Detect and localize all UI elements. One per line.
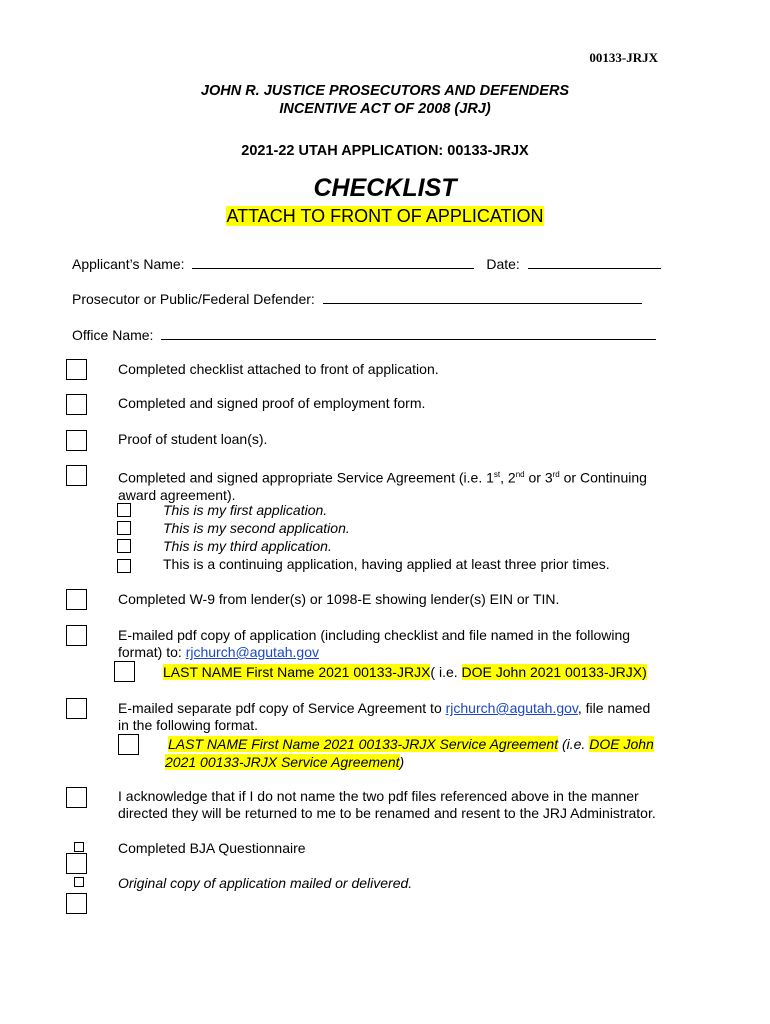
date-field[interactable]	[528, 254, 661, 269]
small-checkbox-glyph	[74, 842, 84, 852]
file-format-text: LAST NAME First Name 2021 00133-JRJX	[163, 664, 431, 680]
checkbox-checklist-attached[interactable]	[66, 359, 87, 380]
application-heading: 2021-22 UTAH APPLICATION: 00133-JRJX	[241, 143, 529, 159]
email-link[interactable]: rjchurch@agutah.gov	[185, 644, 319, 660]
option-third-application: This is my third application.	[163, 538, 332, 554]
option-first-application: This is my first application.	[163, 502, 328, 518]
item-emailed-service-agreement	[118, 700, 650, 734]
checklist-heading: CHECKLIST	[313, 174, 457, 202]
item-service-agreement	[118, 466, 647, 504]
date-label: Date:	[486, 256, 520, 272]
service-agreement-text-c: or 3	[524, 469, 553, 486]
sup-nd: nd	[515, 470, 525, 479]
item-emailed-application	[118, 627, 630, 661]
emailed-application-prefix: format) to:	[118, 644, 186, 660]
sa-format-example-2: 2021 00133-JRJX Service Agreement	[165, 754, 400, 770]
acknowledge-line1: I acknowledge that if I do not name the two pdf files referenced above in the manner	[118, 788, 639, 804]
file-format-example: DOE John 2021 00133-JRJX)	[461, 664, 647, 680]
applicant-name-field[interactable]	[192, 254, 474, 269]
checkbox-acknowledge[interactable]	[66, 787, 87, 808]
service-agreement-text-a: Completed and signed appropriate Service Agreement (i.e. 1	[118, 469, 494, 486]
emailed-sa-line2: in the following format.	[118, 717, 259, 733]
item-acknowledge	[118, 788, 656, 822]
emailed-application-line1: E-mailed pdf copy of application (including checklist and file named in the following	[118, 627, 631, 643]
application-file-format	[163, 663, 647, 681]
item-original-copy: Original copy of application mailed or delivered.	[118, 875, 413, 891]
prosecutor-label: Prosecutor or Public/Federal Defender:	[72, 291, 315, 307]
applicant-name-row	[72, 254, 661, 272]
service-agreement-text-b: , 2	[500, 469, 516, 486]
sup-rd: rd	[552, 470, 560, 479]
item-w9: Completed W-9 from lender(s) or 1098-E showing lender(s) EIN or TIN.	[118, 591, 560, 607]
small-checkbox-glyph-2	[74, 877, 84, 887]
office-name-label: Office Name:	[72, 327, 154, 343]
sa-format-ie: (i.e.	[558, 736, 590, 752]
checkbox-second-application[interactable]	[117, 521, 131, 535]
checkbox-third-application[interactable]	[117, 539, 131, 553]
item-checklist-attached: Completed checklist attached to front of application.	[118, 361, 439, 377]
title-line-1: JOHN R. JUSTICE PROSECUTORS AND DEFENDERS	[200, 83, 570, 99]
checkbox-employment-form[interactable]	[66, 394, 87, 415]
document-code: 00133-JRJX	[589, 50, 658, 65]
item-student-loan: Proof of student loan(s).	[118, 431, 268, 447]
prosecutor-row	[72, 289, 642, 307]
checkbox-emailed-service-agreement[interactable]	[66, 698, 87, 719]
option-continuing-application: This is a continuing application, having applied at least three prior times.	[163, 556, 610, 572]
sa-format-text: LAST NAME First Name 2021 00133-JRJX Service Agreement	[168, 736, 559, 752]
office-name-row	[72, 325, 656, 343]
checkbox-service-agreement[interactable]	[66, 465, 87, 486]
emailed-sa-text-a: E-mailed separate pdf copy of Service Agreement to	[118, 700, 446, 716]
office-name-field[interactable]	[161, 325, 656, 340]
item-bja-questionnaire: Completed BJA Questionnaire	[118, 840, 306, 856]
service-agreement-line2: award agreement).	[118, 486, 236, 503]
email-link-2[interactable]: rjchurch@agutah.gov	[445, 700, 578, 716]
checkbox-application-file-format[interactable]	[114, 661, 135, 682]
checkbox-student-loan[interactable]	[66, 430, 87, 451]
prosecutor-field[interactable]	[323, 289, 642, 304]
item-employment-form: Completed and signed proof of employment form.	[118, 395, 426, 411]
attach-instruction	[0, 206, 770, 227]
checkbox-continuing-application[interactable]	[117, 559, 131, 573]
title-line-2: INCENTIVE ACT OF 2008 (JRJ)	[279, 101, 491, 117]
acknowledge-line2: directed they will be returned to me to be renamed and resent to the JRJ Administrator.	[118, 805, 656, 821]
checkbox-w9[interactable]	[66, 589, 87, 610]
sa-file-format	[165, 735, 654, 771]
sa-format-example-1: DOE John	[589, 736, 654, 752]
applicant-name-label: Applicant’s Name:	[72, 256, 185, 272]
sa-format-close: )	[399, 754, 405, 770]
checkbox-original-copy[interactable]	[66, 893, 87, 914]
option-second-application: This is my second application.	[163, 520, 350, 536]
file-format-ie: ( i.e.	[430, 664, 462, 680]
attach-text: ATTACH TO FRONT OF APPLICATION	[226, 206, 544, 226]
checkbox-first-application[interactable]	[117, 503, 131, 517]
service-agreement-text-d: or Continuing	[559, 469, 647, 486]
checkbox-emailed-application[interactable]	[66, 625, 87, 646]
emailed-sa-text-b: , file named	[577, 700, 651, 716]
sup-st: st	[493, 470, 501, 479]
checkbox-bja-questionnaire[interactable]	[66, 853, 87, 874]
checkbox-sa-file-format[interactable]	[118, 734, 139, 755]
